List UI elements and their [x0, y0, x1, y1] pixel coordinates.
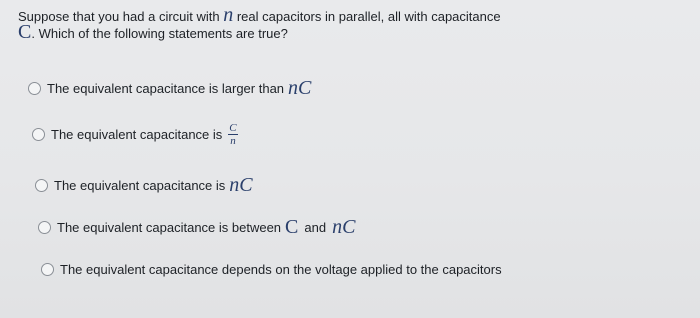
option-and: and	[304, 220, 327, 235]
answer-option-3[interactable]	[35, 174, 253, 197]
math-nc: nC	[332, 216, 356, 238]
radio-button[interactable]	[28, 82, 41, 95]
option-math	[229, 174, 252, 197]
option-math	[288, 77, 311, 100]
answer-option-1[interactable]	[28, 77, 311, 100]
fraction-numerator: C	[229, 122, 237, 134]
option-label: The equivalent capacitance is larger than	[47, 81, 285, 96]
option-label: The equivalent capacitance is between	[57, 220, 282, 235]
fraction-denominator: n	[230, 135, 236, 147]
question-part-1: Suppose that you had a circuit with	[18, 9, 224, 24]
question-part-3: . Which of the following statements are true?	[31, 26, 288, 41]
answer-option-5[interactable]	[41, 262, 502, 277]
math-nc: nC	[229, 174, 253, 196]
answer-option-2[interactable]	[32, 123, 238, 146]
question-text	[18, 4, 658, 43]
question-var-c: C	[18, 21, 32, 43]
answer-option-4[interactable]	[38, 216, 355, 239]
option-label: The equivalent capacitance is	[54, 178, 226, 193]
radio-button[interactable]	[38, 221, 51, 234]
option-label: The equivalent capacitance depends on the voltage applied to the capacitors	[60, 262, 502, 277]
radio-button[interactable]	[41, 263, 54, 276]
fraction-c-over-n	[228, 123, 237, 146]
radio-button[interactable]	[32, 128, 45, 141]
question-var-n: n	[223, 4, 234, 26]
option-math-nc	[332, 216, 355, 239]
question-part-2: real capacitors in parallel, all with capacitance	[233, 9, 501, 24]
math-nc: nC	[288, 77, 312, 99]
radio-button[interactable]	[35, 179, 48, 192]
option-label: The equivalent capacitance is	[51, 127, 223, 142]
option-math-c: C	[285, 216, 299, 238]
